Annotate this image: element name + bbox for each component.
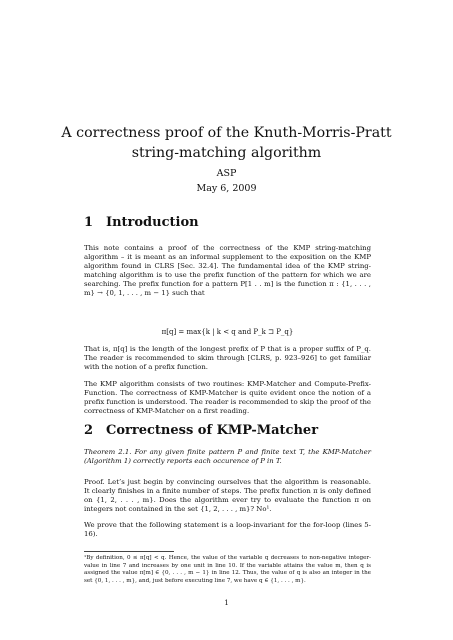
- footnote-rule: [84, 551, 174, 552]
- footnote: ¹By definition, 0 ≤ π[q] < q. Hence, the value of the variable q decreases to non-negative integer-value in line 7 and increases by one unit in line 10. If the variable attains the value m, then q is assigned the value π[m] ∈ {0, . . . , m − 1} in line 12. Thus, the value of q is also an integer in the set {0, 1, . . . , m}, and, just before executing line 7, we have q ∈ {1, . . . , m}.: [84, 555, 371, 584]
- date: May 6, 2009: [196, 183, 257, 194]
- paper-title: A correctness proof of the Knuth-Morris-Pratt string-matching algorithm: [61, 125, 392, 161]
- section-title: Correctness of KMP-Matcher: [106, 423, 319, 438]
- loop-invariant-paragraph: We prove that the following statement is a loop-invariant for the for-loop (lines 5-16).: [84, 521, 371, 539]
- author: ASP: [216, 168, 237, 179]
- section-title: Introduction: [106, 215, 199, 230]
- page-number: 1: [224, 598, 229, 607]
- section-heading-correctness: [84, 423, 318, 438]
- intro-paragraph-2: That is, π[q] is the length of the longest prefix of P that is a proper suffix of P_q. The reader is recommended to skim through [CLRS, p. 923–926] to get familiar with the notion of a prefix function.: [84, 345, 371, 372]
- section-heading-introduction: [84, 215, 199, 230]
- proof-paragraph: Proof. Let’s just begin by convincing ourselves that the algorithm is reasonable. It clearly finishes in a finite number of steps. The prefix function π is only defined on {1, 2, . . . , m}. Does the algorithm ever try to evaluate the function π on integers not contained in the set {1, 2, . . . , m}? No¹.: [84, 478, 371, 514]
- section-number: 2: [84, 423, 94, 438]
- intro-paragraph-3: The KMP algorithm consists of two routines: KMP-Matcher and Compute-Prefix-Function. The correctness of KMP-Matcher is quite evident once the notion of a prefix function is understood. The reader is recommended to skip the proof of the correctness of KMP-Matcher on a first reading.: [84, 380, 371, 416]
- theorem-2-1: Theorem 2.1. For any given finite pattern P and finite text T, the KMP-Matcher (Algorithm 1) correctly reports each occurence of P in T.: [84, 448, 371, 466]
- prefix-function-equation: π[q] = max{k | k < q and P_k ⊐ P_q}: [161, 328, 294, 336]
- intro-paragraph-1: This note contains a proof of the correctness of the KMP string-matching algorithm – it is meant as an informal supplement to the exposition on the KMP algorithm found in CLRS [Sec. 32.4]. The fundamental idea of the KMP string-matching algorithm is to use the prefix function of the pattern for which we are searching. The prefix function for a pattern P[1 . . m] is the function π : {1, . . . , m} → {0, 1, . . . , m − 1} such that: [84, 244, 371, 298]
- section-number: 1: [84, 215, 94, 230]
